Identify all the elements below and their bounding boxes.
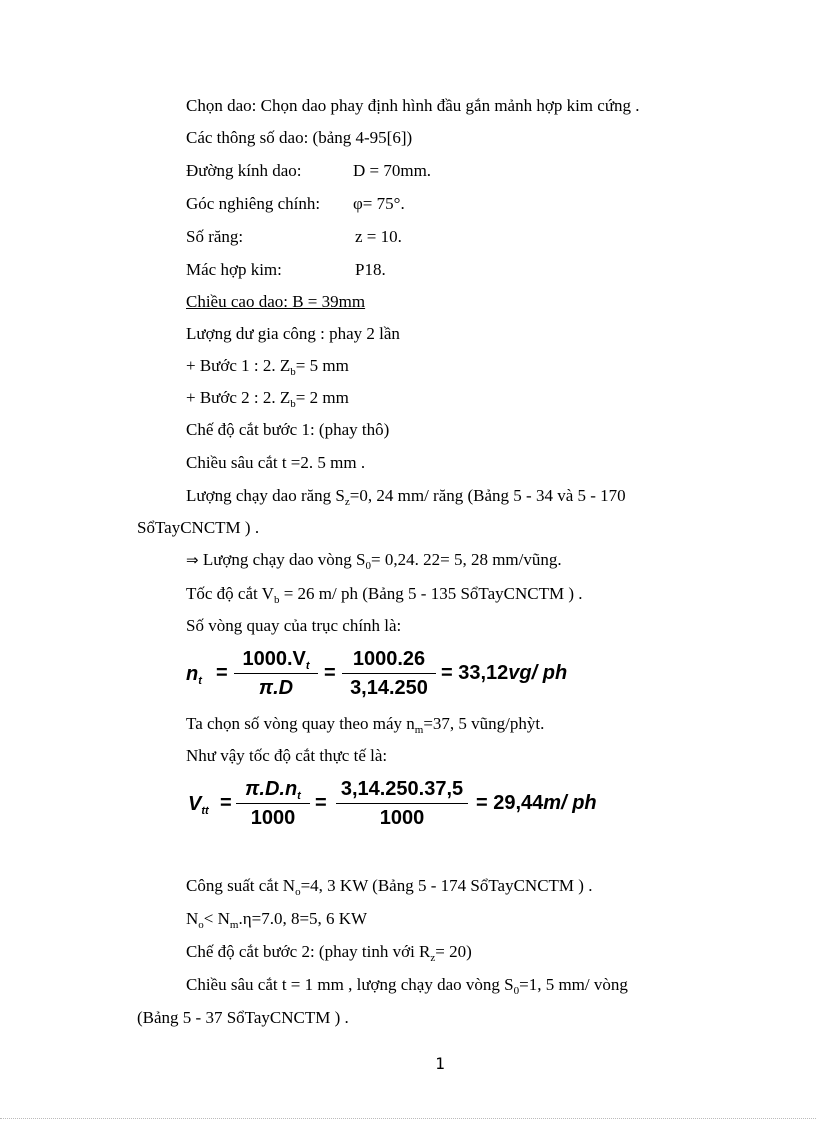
formula-lhs: $n_t$ — [186, 663, 202, 687]
text-line-power: Công suất cắt $N_o=4$, 3 KW (Bảng 5 - 174 SổTayCNCTM ) . — [186, 876, 593, 898]
formula-result: = 29,44m/ ph — [476, 792, 597, 814]
fraction: $\pi.D.n_t$ 1000 — [236, 776, 310, 831]
param-label: Số răng: — [186, 227, 244, 246]
text-line-machine-rpm: Ta chọn số vòng quay theo máy $n_m=37$, 5 vũng/phỳt. — [186, 714, 545, 736]
text-line-step2: + Bước 2 : 2. $Z_b= 2$ mm — [186, 388, 349, 410]
text-line-feed-tooth: Lượng chạy dao răng $S_z=0$, 24 mm/ răng (Bảng 5 - 34 và 5 - 170 — [186, 486, 626, 508]
text-line-power-check: $N_o< N_m.\eta=7.0$, 8=5, 6 KW — [186, 909, 368, 931]
param-label: Góc nghiêng chính: — [186, 194, 321, 213]
text-line-1: Chọn dao: Chọn dao phay định hình đầu gắn mảnh hợp kim cứng . — [186, 96, 640, 115]
text-line-reference-2: (Bảng 5 - 37 SổTayCNCTM ) . — [137, 1008, 349, 1027]
equals-sign: = — [216, 662, 228, 684]
formula-result: = 33,12vg/ ph — [441, 662, 568, 684]
param-angle — [186, 194, 320, 214]
fraction: 1000.26 3,14.250 — [342, 646, 436, 701]
text-line-2: Các thông số dao: (bảng 4-95[6]) — [186, 128, 413, 147]
param-label: Đường kính dao: — [186, 161, 302, 180]
text-line-height: Chiều cao dao: B = 39mm — [186, 292, 366, 311]
param-value: z = 10. — [355, 227, 402, 246]
param-alloy — [186, 260, 282, 280]
param-diameter — [186, 161, 301, 181]
implies-arrow-icon: ⇒ — [186, 551, 199, 569]
formula-lhs: $V_{tt}$ — [188, 793, 209, 817]
text-line-reference: SổTayCNCTM ) . — [137, 518, 260, 537]
text-line-depth1: Chiều sâu cắt t =2. 5 mm . — [186, 453, 366, 472]
equals-sign: = — [220, 792, 232, 814]
text-line-mode2: Chế độ cắt bước 2: (phay tinh với $R_z= 20$) — [186, 942, 472, 964]
page-number: 1 — [435, 1054, 445, 1073]
page-bottom-border — [0, 1118, 816, 1119]
text-line-speed: Tốc độ cắt $V_b = 26$ m/ ph (Bảng 5 - 135 SổTayCNCTM ) . — [186, 584, 583, 606]
formula-actual-speed — [188, 776, 597, 832]
text-line-actual-speed: Như vậy tốc độ cắt thực tế là: — [186, 746, 388, 765]
equals-sign: = — [324, 662, 336, 684]
text-line-mode1: Chế độ cắt bước 1: (phay thô) — [186, 420, 390, 439]
param-label: Mác hợp kim: — [186, 260, 282, 279]
param-value: D = 70mm. — [353, 161, 432, 180]
formula-spindle-speed — [186, 646, 568, 702]
param-value: P18. — [355, 260, 386, 279]
equals-sign: = — [315, 792, 327, 814]
fraction: $1000.V_t$ π.D — [234, 646, 318, 701]
text-line-allowance: Lượng dư gia công : phay 2 lần — [186, 324, 400, 343]
fraction: 3,14.250.37,5 1000 — [336, 776, 468, 831]
text-line-feed-rev: ⇒ Lượng chạy dao vòng $S_0= 0,24$. 22= 5, 28 mm/vũng. — [186, 550, 562, 572]
text-line-step1: + Bước 1 : 2. $Z_b= 5$ mm — [186, 356, 349, 378]
text-line-rpm-intro: Số vòng quay của trục chính là: — [186, 616, 402, 635]
param-value: φ= 75°. — [353, 194, 405, 213]
text-line-depth2: Chiều sâu cắt t = 1 mm , lượng chạy dao vòng $S_0=1$, 5 mm/ vòng — [186, 975, 628, 997]
param-teeth — [186, 227, 243, 247]
